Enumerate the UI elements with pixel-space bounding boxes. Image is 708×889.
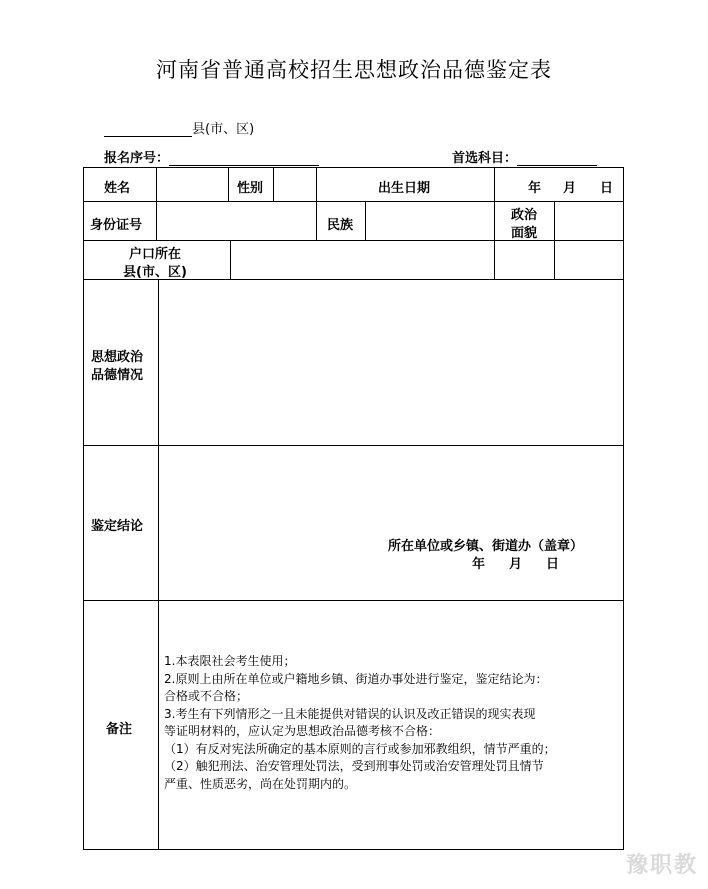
row-line — [83, 600, 624, 601]
political-field[interactable] — [555, 202, 623, 239]
moral-label-1: 思想政治 — [91, 350, 144, 365]
subject-line — [452, 147, 597, 166]
notes-list — [164, 653, 624, 793]
seal-month-label: 月 — [509, 557, 523, 572]
moral-field[interactable] — [159, 280, 623, 444]
note-line: 1.本表限社会考生使用； — [164, 654, 296, 668]
note-line: 合格或不合格； — [164, 689, 249, 703]
gender-label: 性别 — [237, 181, 264, 196]
id-label: 身份证号 — [90, 218, 143, 233]
col-line — [316, 201, 317, 240]
conclusion-label: 鉴定结论 — [91, 519, 144, 534]
col-line — [316, 167, 317, 201]
moral-label-2: 品德情况 — [91, 368, 144, 383]
political-label-2: 面貌 — [511, 226, 538, 241]
hukou-label-2: 县(市、区) — [123, 265, 187, 280]
note-line: （1）有反对宪法所确定的基本原则的言行或参加邪教组织，情节严重的； — [164, 741, 556, 756]
page-title: 河南省普通高校招生思想政治品德鉴定表 — [156, 58, 552, 82]
ethnicity-label: 民族 — [327, 218, 354, 233]
political-label-1: 政治 — [511, 208, 538, 223]
conclusion-field[interactable] — [159, 446, 623, 599]
county-suffix: 县(市、区) — [192, 122, 255, 137]
name-field[interactable] — [157, 168, 227, 201]
table-border-left — [83, 167, 84, 850]
col-line — [228, 167, 229, 201]
notes-label: 备注 — [106, 722, 133, 737]
subject-label: 首选科目： — [452, 151, 518, 166]
note-line: （2）触犯刑法、治安管理处罚法，受到刑事处罚或治安管理处罚且情节 — [164, 759, 544, 773]
subject-blank[interactable] — [517, 153, 597, 166]
birth-month-label: 月 — [563, 181, 577, 196]
birth-year-label: 年 — [528, 181, 542, 196]
seal-text: 所在单位或乡镇、街道办（盖章） — [388, 539, 584, 554]
birth-label: 出生日期 — [378, 181, 431, 196]
hukou-label-1: 户口所在 — [129, 247, 182, 262]
registration-blank[interactable] — [169, 153, 319, 166]
ethnicity-field[interactable] — [366, 202, 493, 239]
seal-day-label: 日 — [546, 557, 560, 572]
col-line — [494, 167, 495, 201]
gender-field[interactable] — [274, 168, 315, 201]
note-line: 2.原则上由所在单位或户籍地乡镇、街道办事处进行鉴定，鉴定结论为： — [164, 671, 548, 686]
registration-label: 报名序号： — [104, 151, 170, 166]
watermark: 豫职教 — [625, 853, 698, 878]
birth-day-label: 日 — [600, 181, 614, 196]
note-line: 严重、性质恶劣，尚在处罚期内的。 — [164, 776, 357, 791]
county-line — [104, 118, 254, 137]
table-border-bottom — [83, 849, 624, 850]
hukou-field[interactable] — [231, 241, 493, 278]
note-line: 3.考生有下列情形之一且未能提供对错误的认识及改正错误的现实表现 — [164, 706, 536, 721]
col-line — [494, 201, 495, 279]
seal-year-label: 年 — [472, 557, 486, 572]
name-label: 姓名 — [104, 181, 131, 196]
registration-line — [104, 147, 319, 166]
id-field[interactable] — [157, 202, 315, 239]
note-line: 等证明材料的，应认定为思想政治品德考核不合格： — [164, 724, 441, 738]
county-blank[interactable] — [104, 124, 192, 137]
